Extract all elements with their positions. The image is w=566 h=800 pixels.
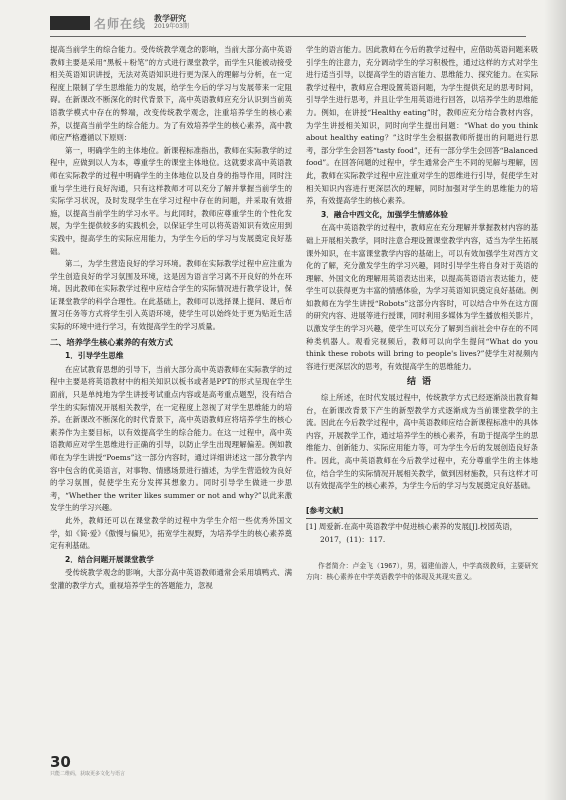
- paragraph: 此外，教师还可以在课堂教学的过程中为学生介绍一些优秀外国文学，如《简·爱》《傲慢与偏见》，拓宽学生视野，为培养学生的核心素养奠定有利基础。: [50, 515, 292, 551]
- reference-item: [1] 周爱新.在高中英语教学中促进核心素养的发展[J].校园英语，2017，(11)：117.: [306, 522, 518, 544]
- right-column: [306, 44, 538, 589]
- section-heading: 二、培养学生核心素养的有效方式: [50, 336, 173, 347]
- header-divider: [50, 36, 526, 37]
- references-heading: [参考文献]: [306, 505, 344, 515]
- paragraph: 提高当前学生的综合能力。受传统教学观念的影响，当前大部分高中英语教师主要是采用“黑板＋粉笔”的方式进行课堂教学，而学生只能被动接受相关英语知识讲授，无法对英语知识进行更为深入的理解与分析，在一定程度上限制了学生思维能力的发展，给学生今后的学习与发展带来一定阻碍。在新课改不断深化的时代背景下，高中英语教师应充分认识到当前英语教学模式中存在的弊端，改变传统教学观念，注重培养学生的核心素养，以提高当前学生的综合能力。为了有效培养学生的核心素养，高中教师应严格遵循以下原则：: [50, 45, 292, 143]
- journal-info: [154, 15, 189, 30]
- subsection-heading: 1．引导学生思维: [65, 351, 124, 361]
- conclusion-heading: 结语: [406, 377, 437, 388]
- journal-brand: 名师在线: [94, 16, 147, 31]
- subsection-heading: 2．结合问题开展课堂教学: [65, 554, 154, 564]
- paragraph: 第一，明确学生的主体地位。新课程标准指出，教师在实际教学的过程中，应做到以人为本，尊重学生的课堂主体地位。这就要求高中英语教师在实际教学的过程中明确学生的主体地位以及自身的指导作用，同时注重与学生进行良好沟通，只有这样教师才可以充分了解并掌握当前学生的实际学习状况，及时发现学生在学习过程中存在的问题，并采取有效措施，以提高当前学生的学习水平。与此同时，教师应尊重学生的个性化发展，为学生提供较多的实践机会，以保证学生可以将英语知识有效应用到实践中，提高学生的实际应用能力，为学生今后的学习与发展奠定良好基础。: [50, 145, 292, 256]
- journal-section: 教学研究: [154, 14, 187, 24]
- journal-logo-icon: [50, 16, 90, 30]
- paragraph: 学生的语言能力。因此教师在今后的教学过程中，应借助英语问题来吸引学生的注意力，充分调动学生的学习积极性，通过这样的方式对学生进行适当引导，以提高学生的语言能力、思维能力、探究能力。在实际教学过程中，教师应合理设置英语问题，为学生提供充足的思考时间，引导学生进行思考，并且让学生用英语进行回答，以培养学生的思维能力。例如，在讲授“Healthy eating”时，教师应充分结合教材内容，为学生讲授相关知识，同时向学生提出问题：“What do you think about healthy eating？”这时学生会根据教师所提出的问题进行思考，部分学生会回答“tasty food”，还有一部分学生会回答“Balanced food”。在回答问题的过程中，学生通常会产生不同的见解与理解，因此，教师在实际教学过程中应注重对学生的思维进行引导，促使学生对相关知识内容进行更深层次的理解，同时加强对学生的思维能力的培养，有效提高学生的核心素养。: [306, 45, 538, 206]
- paragraph: 第二，为学生营造良好的学习环境。教师在实际教学过程中应注重为学生创造良好的学习氛围及环境，这是因为语言学习离不开良好的外在环境。因此教师在实际教学过程中应结合学生的实际情况进行教学设计，保证课堂教学的科学合理性。在此基础上，教师可以选择课上提问、课后布置习任务等方式将学生引入英语环境，使学生可以始终处于更为贴近生活实际的环境中进行学习，有效提高学生的学习质量。: [50, 259, 292, 332]
- page-edge-shadow: [544, 0, 566, 800]
- author-bio: 作者简介：卢金飞（1967），男，福建仙游人，中学高级教师，主要研究方向：核心素养在中学英语教学中的体现及其现实意义。: [306, 561, 538, 581]
- left-column: [50, 44, 292, 593]
- paragraph: 受传统教学观念的影响，大部分高中英语教师通常会采用填鸭式、满堂灌的教学方式，重视培养学生的答题能力，忽视: [50, 568, 292, 590]
- subsection-heading: 3．融合中西文化，加强学生情感体验: [321, 209, 448, 219]
- paragraph: 在高中英语教学的过程中，教师应在充分理解并掌握教材内容的基础上开展相关教学，同时注意合理设置课堂教学内容，适当为学生拓展课外知识，在丰富课堂教学内容的基础上，可以有效加强学生对西方文化的了解，充分激发学生的学习兴趣，同时引导学生将自身对于英语的理解、外国文化的理解用英语表达出来，以提高英语语言表达能力，使学生可以获得更为丰富的情感体验，为学习英语知识奠定良好基础。例如教师在为学生讲授“Robots”这部分内容时，可以结合中外在这方面的研究内容、进展等进行授课，同时利用多媒体为学生播放相关影片，以激发学生的学习兴趣，使学生可以充分了解到当前社会中存在的不同种类机器人。观看完视频后，教师可以向学生提问“What do you think these robots will bring to people's lives?”使学生对视频内容进行更深层次的思考，有效提高学生的思维能力。: [306, 223, 538, 371]
- journal-issue: 2019年03期: [154, 23, 189, 31]
- paragraph: 在应试教育思想的引导下，当前大部分高中英语教师在实际教学的过程中主要是将英语教材中的相关知识以板书或者是PPT的形式呈现在学生面前，只是单纯地为学生讲授考试重点内容或是高考重点题型，没有结合学生的实际情况开展相关教学，在一定程度上忽视了对学生思维能力的培养。在新课改不断深化的时代背景下，高中英语教师应将培养学生的核心素养作为主要目标，以有效提高学生的综合能力。在这一过程中，高中英语教师应对学生思维进行正确的引导，以防止学生出现理解偏差。例如教师在为学生讲授“Poems”这一部分内容时，通过详细讲述这一部分教学内容中包含的优美语言，对事物、情感场景进行描述，为学生营造较为良好的学习氛围，促使学生充分发挥其想象力。同时引导学生做进一步思考，“Whether the writer likes summer or not and why?”以此来激发学生的学习兴趣。: [50, 364, 292, 513]
- page-header: [50, 12, 530, 34]
- paragraph: 综上所述，在时代发展过程中，传统教学方式已经逐渐淡出教育舞台，在新课改背景下产生的新型教学方式逐渐成为当前课堂教学的主流。因此在今后教学过程中，高中英语教师应结合新课程标准中的具体内容，开展教学工作，通过培养学生的核心素养，有助于提高学生的思维能力、创新能力、实际应用能力等，可为学生今后的发展创造良好条件。因此，高中英语教师在今后教学过程中，充分尊重学生的主体地位，结合学生的实际情况开展相关教学，做到因材施教，只有这样才可以有效提高学生的核心素养，为学生今后的学习与发展奠定良好基础。: [306, 393, 538, 491]
- page-number: 30: [50, 753, 71, 771]
- page-footer: [50, 754, 250, 777]
- footer-note: 只能二维码，获取更多文化与语言: [50, 771, 126, 777]
- references-divider: [306, 518, 538, 519]
